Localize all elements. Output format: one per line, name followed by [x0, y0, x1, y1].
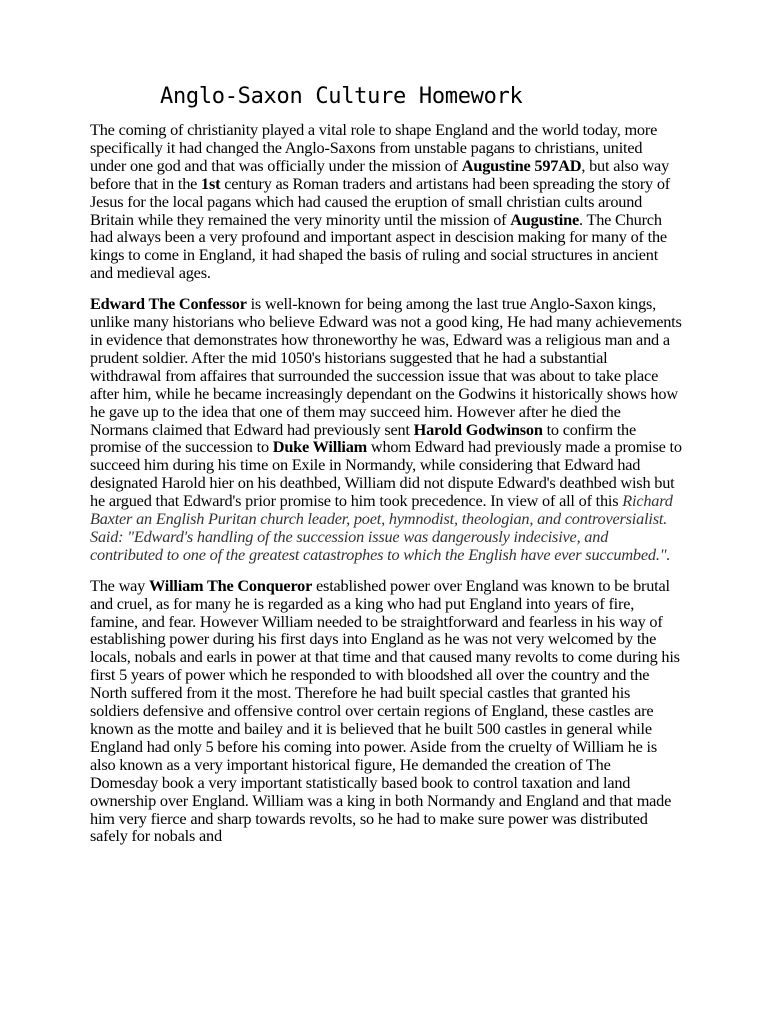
- text-run: , but also way before that in the: [90, 155, 670, 193]
- document-body: [90, 121, 682, 858]
- bold-term: Augustine: [510, 209, 580, 229]
- quotation-text: Richard Baxter an English Puritan church leader, poet, hymnodist, theologian, and controversialist. Said: "Edward's handling of the succession issue was dangerously indecisive, and contributed to one of the greatest catastrophes to which the English have ever succumbed.".: [90, 491, 673, 564]
- text-run: whom Edward had previously made a promise to succeed him during his time on Exile in Normandy, while considering that Edward had designated Harold hier on his deathbed, William did not dispute Edward's deathbed wish but he argued that Edward's prior promise to him took precedence. In view of all of this: [90, 437, 682, 511]
- bold-term: 1st: [201, 173, 221, 193]
- text-run: century as Roman traders and artistans had been spreading the story of Jesus for the local pagans which had caused the eruption of small christian cults around Britain while they remained the very minority until the mission of: [90, 173, 671, 229]
- text-run: . The Church had always been a very profound and important aspect in descision making for many of the kings to come in England, it had shaped the basis of ruling and social structures in ancient and medieval ages.: [90, 209, 667, 283]
- bold-term: Augustine 597AD: [461, 155, 582, 175]
- bold-term: William The Conqueror: [148, 575, 313, 595]
- text-run: is well-known for being among the last true Anglo-Saxon kings, unlike many historians who believe Edward was not a good king, He had many achievements in evidence that demonstrates how throneworthy he was, Edward was a religious man and a prudent soldier. After the mid 1050's historians suggested that he had a substantial withdrawal from affaires that surrounded the succession issue that was about to take place after him, while he became increasingly dependant on the Godwins it historically shows how he gave up to the idea that one of them may succeed him. However after he died the Normans claimed that Edward had previously sent: [90, 294, 682, 439]
- paragraph-christianity: [90, 121, 682, 282]
- paragraph-william-the-conqueror: [90, 577, 682, 846]
- text-run: established power over England was known to be brutal and cruel, as for many he is regarded as a king who had put England into years of fire, famine, and fear. However William needed to be straightforward and fearless in his way of establishing power during his first days into England as he was not very welcomed by the locals, nobals and earls in power at that time and that caused many revolts to come during his first 5 years of power which he responded to with bloodshed all over the country and the North suffered from it the most. Therefore he had built special castles that granted his soldiers defensive and offensive control over certain regions of England, these castles are known as the motte and bailey and it is believed that he built 500 castles in general while England had only 5 before his coming into power. Aside from the cruelty of William he is also known as a very important historical figure, He demanded the creation of The Domesday book a very important statistically based book to control taxation and land ownership over England. William was a king in both Normandy and England and that made him very fierce and sharp towards revolts, so he had to make sure power was distributed safely for nobals and: [90, 575, 680, 846]
- bold-term: Duke William: [272, 437, 368, 457]
- text-run: The coming of christianity played a vital role to shape England and the world today, more specifically it had changed the Anglo-Saxons from unstable pagans to christians, united under one god and that was officially under the mission of: [90, 120, 658, 175]
- bold-term: Edward The Confessor: [90, 294, 247, 314]
- document-title: Anglo-Saxon Culture Homework: [160, 84, 523, 109]
- text-run: to confirm the promise of the succession to: [90, 419, 637, 457]
- paragraph-edward-the-confessor: [90, 295, 682, 564]
- text-run: The way: [90, 575, 149, 595]
- bold-term: Harold Godwinson: [413, 419, 543, 439]
